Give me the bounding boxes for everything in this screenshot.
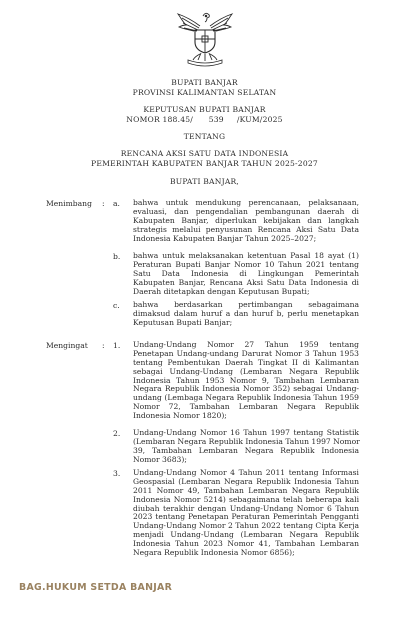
text-line: Penetapan Undang-undang Darurat Nomor 3 Tahun 1953 [133, 348, 359, 358]
text-line: diubah terakhir dengan Undang-Undang Nomor 6 Tahun [133, 503, 359, 513]
menimbang-item-b [133, 252, 359, 296]
text-line: Nomor 3683); [133, 454, 187, 464]
regent-title: BUPATI BANJAR [171, 78, 238, 87]
text-line: Nomor 72, Tambahan Lembaran Negara Republik [133, 402, 359, 412]
text-line: tentang Pembentukan Daerah Tingkat II di Kalimantan [133, 357, 359, 367]
mengingat-mark-1: 1. [113, 341, 121, 350]
text-line: Daerah ditetapkan dengan Keputusan Bupati; [133, 286, 310, 296]
mengingat-item-2 [133, 429, 359, 465]
text-line: Indonesia Tahun 1953 Nomor 9, Tambahan Lembaran [133, 375, 359, 385]
text-line: Indonesia Nomor 5214) sebagaimana telah beberapa kali [133, 494, 359, 504]
issuer-line: BUPATI BANJAR, [169, 177, 240, 186]
mengingat-colon: : [102, 341, 105, 350]
footer-department-label: BAG.HUKUM SETDA BANJAR [19, 582, 173, 593]
text-line: Undang-Undang Nomor 2 Tahun 2022 tentang Cipta Kerja [133, 521, 359, 531]
text-line: Satu Data Indonesia di Lingkungan Pemerintah [133, 268, 359, 278]
text-line: Peraturan Bupati Banjar Nomor 10 Tahun 2021 tentang [133, 259, 359, 269]
text-line: bahwa berdasarkan pertimbangan sebagaimana [133, 300, 359, 309]
subject-line-1: RENCANA AKSI SATU DATA INDONESIA [120, 149, 289, 158]
menimbang-item-a [133, 199, 359, 243]
menimbang-mark-a: a. [113, 199, 120, 208]
text-line: 39, Tambahan Lembaran Negara Republik Indonesia [133, 445, 359, 455]
text-line: sebagai Undang-Undang (Lembaran Negara Republik [133, 366, 359, 376]
menimbang-label: Menimbang [46, 199, 92, 208]
text-line: evaluasi, dan pengendalian pembangunan daerah di [133, 206, 359, 216]
text-line: (Lembaran Negara Republik Indonesia Tahun 1997 Nomor [133, 436, 360, 446]
text-line: menjadi Undang-Undang (Lembaran Negara Republik [133, 530, 359, 540]
text-line: dimaksud dalam huruf a dan huruf b, perlu menetapkan [133, 308, 359, 318]
text-line: 2011 Nomor 49, Tambahan Lembaran Negara Republik [133, 485, 359, 495]
menimbang-mark-b: b. [113, 252, 121, 261]
text-line: Undang-Undang Nomor 16 Tahun 1997 tentang Statistik [133, 428, 359, 437]
text-line: bahwa untuk mendukung perencanaan, pelaksanaan, [133, 198, 359, 207]
text-line: bahwa untuk melaksanakan ketentuan Pasal 18 ayat (1) [133, 251, 359, 260]
text-line: Geospasial (Lembaran Negara Republik Indonesia Tahun [133, 476, 359, 486]
garuda-emblem-icon [174, 10, 236, 68]
text-line: Kabupaten Banjar, Rencana Aksi Satu Data Indonesia di [133, 277, 359, 287]
menimbang-item-c [133, 301, 359, 328]
decree-number: NOMOR 188.45/ 539 /KUM/2025 [126, 115, 283, 124]
mengingat-mark-3: 3. [113, 469, 121, 478]
text-line: strategis melalui penyusunan Rencana Aksi Satu Data [133, 224, 359, 234]
province-title: PROVINSI KALIMANTAN SELATAN [132, 88, 277, 97]
menimbang-mark-c: c. [113, 301, 120, 310]
text-line: Kabupaten Banjar, diperlukan kebijakan dan langkah [133, 215, 359, 225]
text-line: Indonesia Tahun 2023 Nomor 41, Tambahan Lembaran [133, 539, 359, 549]
subject-line-2: PEMERINTAH KABUPATEN BANJAR TAHUN 2025-2027 [91, 159, 318, 168]
text-line: Negara Republik Indonesia Nomor 6856); [133, 548, 295, 558]
text-line: 2023 tentang Penetapan Peraturan Pemerintah Pengganti [133, 512, 359, 522]
text-line: Indonesia Nomor 1820); [133, 411, 227, 421]
text-line: Negara Republik Indonesia Nomor 352) sebagai Undang- [133, 384, 359, 394]
mengingat-item-1 [133, 341, 359, 421]
text-line: undang (Lembaga Negara Republik Indonesia Tahun 1959 [133, 393, 359, 403]
about-label: TENTANG [183, 132, 226, 141]
text-line: Indonesia Kabupaten Banjar Tahun 2025–2027; [133, 233, 317, 243]
mengingat-mark-2: 2. [113, 429, 121, 438]
text-line: Keputusan Bupati Banjar; [133, 317, 233, 327]
menimbang-colon: : [102, 199, 105, 208]
mengingat-item-3 [133, 469, 359, 558]
text-line: Undang-Undang Nomor 4 Tahun 2011 tentang Informasi [133, 468, 359, 477]
mengingat-label: Mengingat [46, 341, 88, 350]
decree-title: KEPUTUSAN BUPATI BANJAR [143, 105, 266, 114]
text-line: Undang-Undang Nomor 27 Tahun 1959 tentang [133, 340, 359, 349]
